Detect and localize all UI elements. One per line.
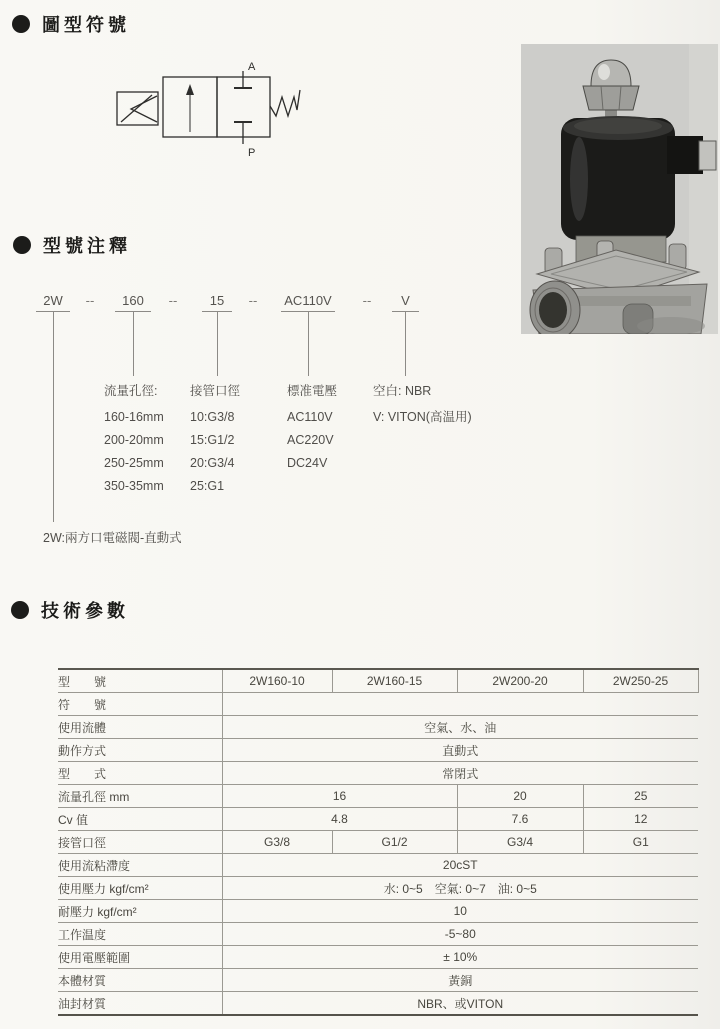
spec-value: G1/2 [332,831,457,854]
annotation-item: AC110V [287,410,333,424]
port-a-label: A [248,61,256,73]
annotation-item: 350-35mm [104,479,164,493]
spec-label: 符 號 [58,693,222,716]
leader-line [405,312,406,376]
annotation-header: 接管口徑 [190,384,241,398]
specs-table [58,668,699,1016]
spec-value: G1 [583,831,698,854]
annotation-item: 200-20mm [104,433,164,447]
bullet-icon [13,236,31,254]
model-code-segment: V [392,294,419,312]
annotation-item: V: VITON(高温用) [373,410,472,424]
spec-value: 20cST [222,854,698,877]
spec-value: 20 [457,785,583,808]
leader-line [53,312,54,522]
spec-label: 使用流粘滯度 [58,854,222,877]
leader-line [217,312,218,376]
table-row-pressure [58,877,698,900]
table-row-proof-pressure [58,900,698,923]
code-dash: -- [85,293,95,308]
model-code-segment: AC110V [281,294,335,312]
spec-value: 空氣、水、油 [222,716,698,739]
spec-label: 油封材質 [58,992,222,1016]
spec-value: 黃銅 [222,969,698,992]
table-row-voltage-range [58,946,698,969]
spec-label: 流量孔徑 mm [58,785,222,808]
annotation-item: 25:G1 [190,479,225,493]
spec-value [222,693,698,716]
spec-label: 使用壓力 kgf/cm² [58,877,222,900]
coil-connector [667,136,703,174]
spec-value: G3/8 [222,831,332,854]
table-row-model [58,669,698,693]
spec-label: 型 號 [58,669,222,693]
section-title: 圖型符號 [42,15,130,35]
spec-label: 使用流體 [58,716,222,739]
spec-label: Cv 值 [58,808,222,831]
bullet-icon [12,15,30,33]
spec-value: 直動式 [222,739,698,762]
section-title: 技術參數 [41,601,129,621]
table-row-symbol [58,693,698,716]
section-title: 型號注釋 [43,236,131,256]
annotation-column-voltage [287,380,337,475]
spec-label: 使用電壓範圍 [58,946,222,969]
table-row-cv [58,808,698,831]
spec-value: 2W200-20 [457,669,583,693]
model-code-segment: 160 [115,294,151,312]
spec-value: 2W160-15 [332,669,457,693]
table-row-seal-material [58,992,698,1016]
spec-value: 12 [583,808,698,831]
annotation-item: 15:G1/2 [190,433,235,447]
annotation-header: 標准電壓 [287,384,338,398]
annotation-column-seal [373,380,472,429]
table-row-actuation [58,739,698,762]
section-heading-symbol [12,11,130,37]
annotation-item: 20:G3/4 [190,456,235,470]
model-code-segment: 2W [36,294,70,312]
spec-value: 16 [222,785,457,808]
spec-value: 25 [583,785,698,808]
table-row-port-size [58,831,698,854]
annotation-item: DC24V [287,456,328,470]
table-row-fluid [58,716,698,739]
spec-value: G3/4 [457,831,583,854]
port-p-label: P [248,147,256,159]
annotation-header: 流量孔徑: [104,384,158,398]
section-heading-model [13,232,131,258]
bullet-icon [11,601,29,619]
spec-value: 10 [222,900,698,923]
spec-label: 工作温度 [58,923,222,946]
spec-value: 常閉式 [222,762,698,785]
spec-value: 水: 0~5 空氣: 0~7 油: 0~5 [222,877,698,900]
spec-label: 本體材質 [58,969,222,992]
table-row-temperature [58,923,698,946]
annotation-item: 160-16mm [104,410,164,424]
spec-value: 2W250-25 [583,669,698,693]
product-photo [521,44,718,334]
section-heading-specs [11,597,129,623]
annotation-header: 空白: NBR [373,384,432,398]
annotation-column-orifice [104,380,164,498]
table-row-body-material [58,969,698,992]
table-row-orifice [58,785,698,808]
spec-value: 2W160-10 [222,669,332,693]
spec-value: -5~80 [222,923,698,946]
model-code-footnote: 2W:兩方口電磁閥-直動式 [43,531,182,545]
spec-label: 型 式 [58,762,222,785]
spec-value: 7.6 [457,808,583,831]
annotation-column-port-size [190,380,240,498]
leader-line [308,312,309,376]
leader-line [133,312,134,376]
spec-label: 動作方式 [58,739,222,762]
spec-label: 接管口徑 [58,831,222,854]
spec-value: 4.8 [222,808,457,831]
code-dash: -- [248,293,258,308]
annotation-item: 10:G3/8 [190,410,235,424]
spec-label: 耐壓力 kgf/cm² [58,900,222,923]
table-row-type [58,762,698,785]
valve-schematic-diagram [100,42,310,164]
annotation-item: AC220V [287,433,334,447]
table-row-viscosity [58,854,698,877]
spec-value: ± 10% [222,946,698,969]
model-code-segment: 15 [202,294,232,312]
code-dash: -- [168,293,178,308]
annotation-item: 250-25mm [104,456,164,470]
code-dash: -- [362,293,372,308]
spec-value: NBR、或VITON [222,992,698,1016]
